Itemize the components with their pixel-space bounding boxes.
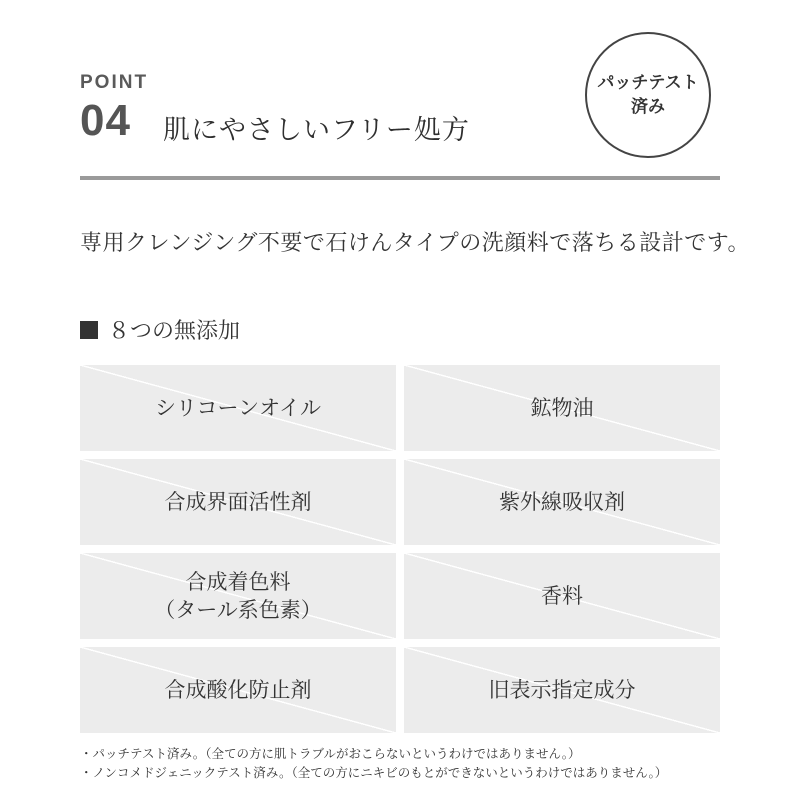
additive-free-item	[404, 365, 720, 451]
header-divider	[80, 176, 720, 180]
additive-free-item	[80, 459, 396, 545]
section-heading-label: ８つの無添加	[108, 319, 241, 344]
additive-free-item	[404, 459, 720, 545]
badge-line-2: 済み	[631, 97, 665, 117]
additive-free-item	[80, 365, 396, 451]
item-sublabel: （タール系色素）	[154, 598, 322, 622]
item-label: 合成着色料	[185, 570, 291, 594]
point-title: 肌にやさしいフリー処方	[163, 115, 470, 146]
additive-free-item	[404, 553, 720, 639]
item-label: シリコーンオイル	[154, 396, 322, 420]
item-label: 合成界面活性剤	[164, 490, 312, 514]
footnote-noncomedogenic: ・ノンコメドジェニックテスト済み。（全ての方にニキビのもとができないというわけではありません。）	[80, 765, 668, 780]
lead-text: 専用クレンジング不要で石けんタイプの洗顔料で落ちる設計です。	[80, 231, 751, 256]
badge-line-1: パッチテスト	[597, 73, 699, 93]
additive-free-grid	[80, 365, 720, 733]
additive-free-item	[80, 553, 396, 639]
additive-free-item	[404, 647, 720, 733]
item-label: 旧表示指定成分	[488, 678, 636, 702]
item-label: 紫外線吸収剤	[499, 490, 625, 514]
footnotes	[80, 744, 667, 782]
item-label: 合成酸化防止剤	[164, 678, 312, 702]
item-label: 香料	[541, 584, 583, 608]
section-heading	[80, 314, 240, 345]
square-bullet-icon	[80, 321, 98, 339]
point-number: 04	[80, 96, 131, 145]
item-label: 鉱物油	[530, 396, 594, 420]
patch-test-badge	[585, 32, 711, 158]
point-label: POINT	[80, 72, 149, 93]
footnote-patch-test: ・パッチテスト済み。（全ての方に肌トラブルがおこらないというわけではありません。）	[80, 746, 581, 761]
additive-free-item	[80, 647, 396, 733]
